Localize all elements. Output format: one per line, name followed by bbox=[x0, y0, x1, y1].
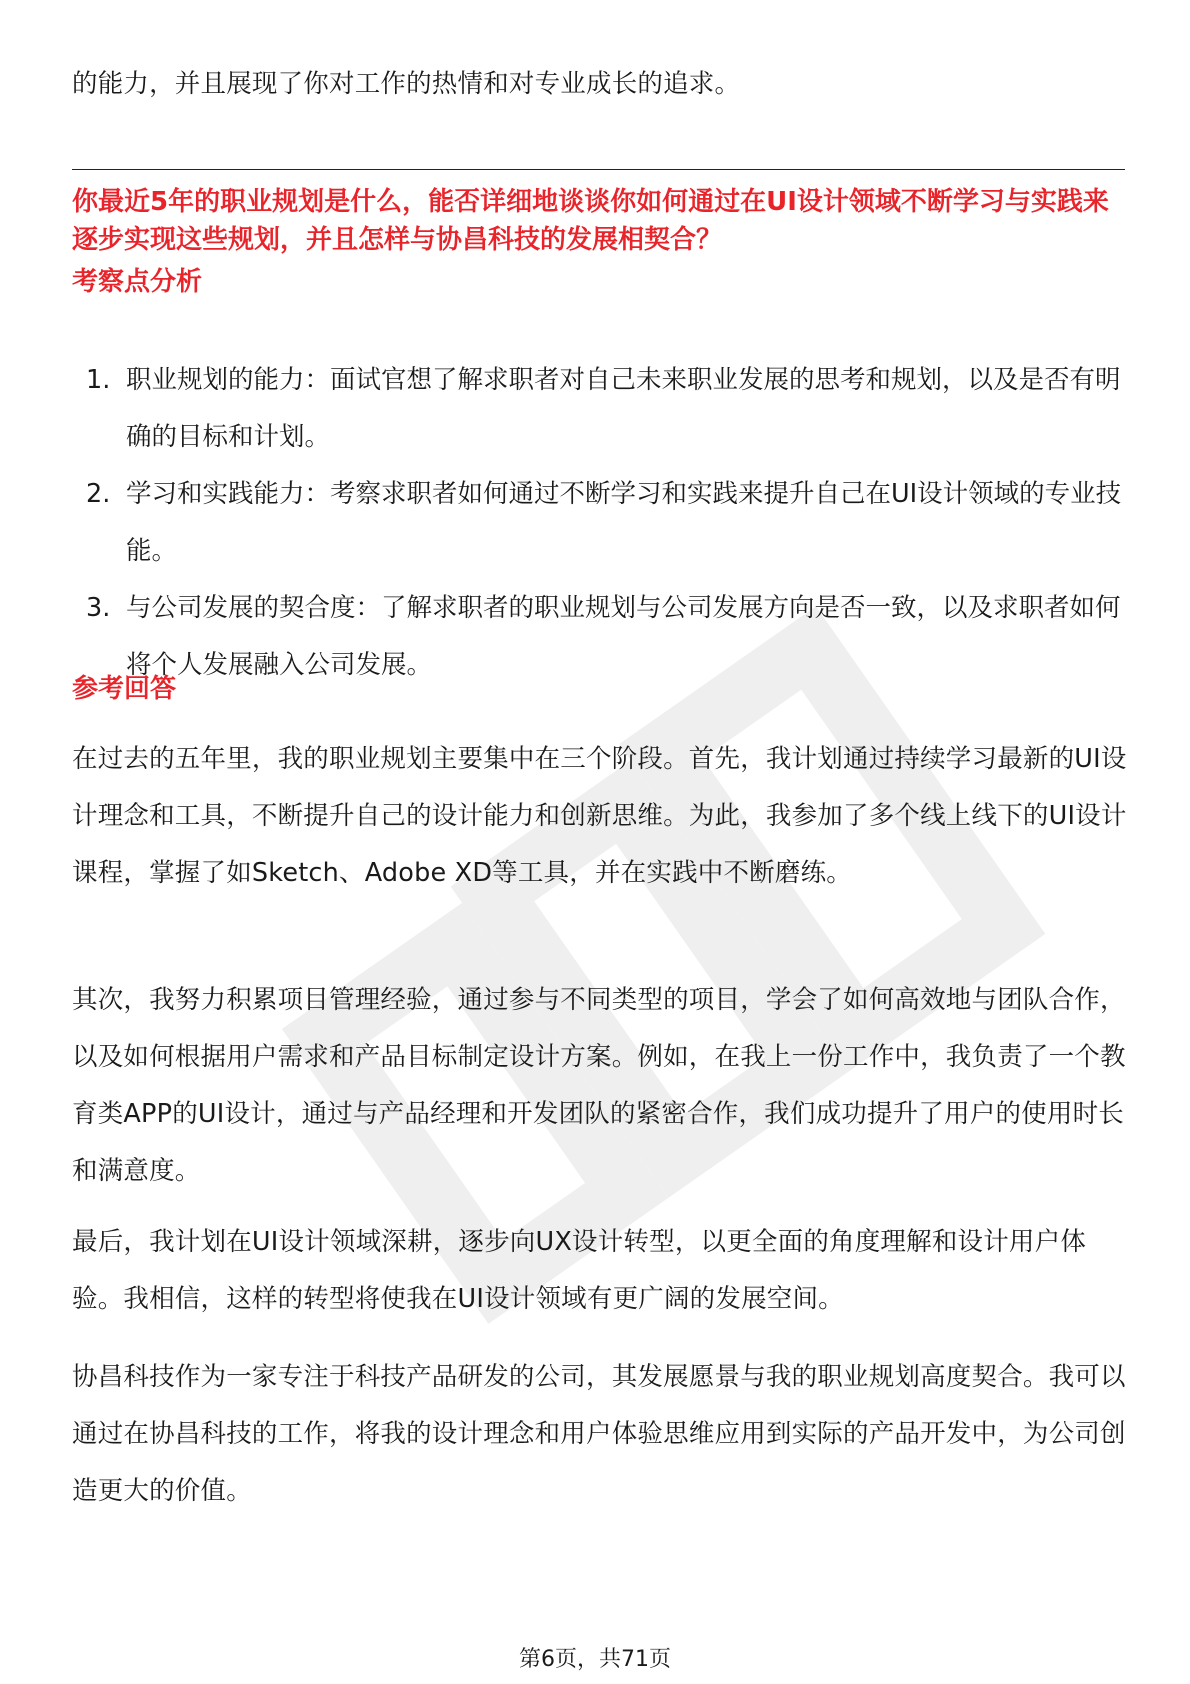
answer-paragraph: 在过去的五年里，我的职业规划主要集中在三个阶段。首先，我计划通过持续学习最新的UI设计理念和工具，不断提升自己的设计能力和创新思维。为此，我参加了多个线上线下的UI设计课程，掌握了如Sketch、Adobe XD等工具，并在实践中不断磨练。 bbox=[72, 744, 1127, 888]
list-item-number: 2. bbox=[86, 479, 111, 509]
page-number-footer: 第6页，共71页 bbox=[519, 1647, 671, 1672]
analysis-heading: 考察点分析 bbox=[72, 267, 203, 297]
list-item-number: 1. bbox=[86, 365, 111, 395]
list-item-text: 与公司发展的契合度：了解求职者的职业规划与公司发展方向是否一致，以及求职者如何将个人发展融入公司发展。 bbox=[126, 593, 1121, 680]
section-divider bbox=[72, 169, 1125, 170]
answer-paragraph: 最后，我计划在UI设计领域深耕，逐步向UX设计转型，以更全面的角度理解和设计用户体验。我相信，这样的转型将使我在UI设计领域有更广阔的发展空间。 bbox=[72, 1227, 1087, 1314]
top-paragraph: 的能力，并且展现了你对工作的热情和对专业成长的追求。 bbox=[72, 69, 741, 99]
analysis-list bbox=[72, 352, 1132, 694]
list-item-text: 学习和实践能力：考察求职者如何通过不断学习和实践来提升自己在UI设计领域的专业技能。 bbox=[126, 479, 1122, 566]
list-item-text: 职业规划的能力：面试官想了解求职者对自己未来职业发展的思考和规划，以及是否有明确的目标和计划。 bbox=[126, 365, 1121, 452]
answer-paragraph: 协昌科技作为一家专注于科技产品研发的公司，其发展愿景与我的职业规划高度契合。我可以通过在协昌科技的工作，将我的设计理念和用户体验思维应用到实际的产品开发中，为公司创造更大的价值。 bbox=[72, 1362, 1126, 1506]
list-item-number: 3. bbox=[86, 593, 111, 623]
question-title: 你最近5年的职业规划是什么，能否详细地谈谈你如何通过在UI设计领域不断学习与实践来逐步实现这些规划，并且怎样与协昌科技的发展相契合？ bbox=[72, 187, 1109, 255]
list-item bbox=[72, 580, 1132, 694]
answer-paragraph: 其次，我努力积累项目管理经验，通过参与不同类型的项目，学会了如何高效地与团队合作，以及如何根据用户需求和产品目标制定设计方案。例如，在我上一份工作中，我负责了一个教育类APP的UI设计，通过与产品经理和开发团队的紧密合作，我们成功提升了用户的使用时长和满意度。 bbox=[72, 985, 1126, 1186]
answer-heading: 参考回答 bbox=[72, 674, 177, 704]
list-item bbox=[72, 466, 1132, 580]
list-item bbox=[72, 352, 1132, 466]
